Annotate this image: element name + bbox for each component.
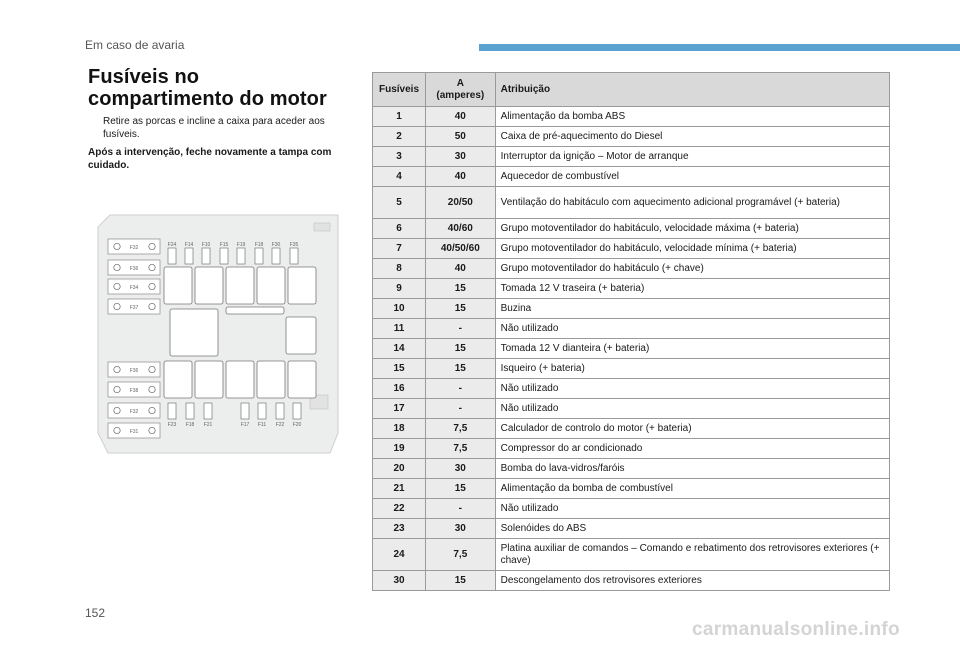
table-row [373,339,890,359]
mini-fuse [241,403,250,428]
fuse-assignment: Grupo motoventilador do habitáculo, velocidade mínima (+ bateria) [495,239,889,259]
fuse-number: 15 [373,359,426,379]
table-row [373,127,890,147]
fuse-label: F18 [185,422,195,428]
fuse-assignment: Buzina [495,299,889,319]
table-row [373,419,890,439]
mini-fuse [220,242,229,264]
table-row [373,299,890,319]
fuse-amperage: - [426,379,496,399]
fuse-assignment: Grupo motoventilador do habitáculo (+ chave) [495,259,889,279]
fuse-number: 8 [373,259,426,279]
table-row [373,167,890,187]
fuse-assignment: Interruptor da ignição – Motor de arranque [495,147,889,167]
fuse-label: F36 [129,368,139,374]
mini-fuse [186,403,195,428]
left-fuse-slot [108,423,160,438]
fuse-assignment: Bomba do lava-vidros/faróis [495,459,889,479]
fuse-assignment: Compressor do ar condicionado [495,439,889,459]
fuse-number: 7 [373,239,426,259]
table-row [373,239,890,259]
fuse-amperage: 40 [426,259,496,279]
table-row [373,379,890,399]
relay-block [288,361,316,398]
relay-block [164,361,192,398]
table-row [373,319,890,339]
table-row [373,459,890,479]
fuse-table-body [373,107,890,591]
header-fuses: Fusíveis [373,73,426,107]
fuse-assignment: Grupo motoventilador do habitáculo, velocidade máxima (+ bateria) [495,219,889,239]
fuse-number: 16 [373,379,426,399]
fuse-assignment: Solenóides do ABS [495,519,889,539]
fuse-label: F32 [129,409,139,415]
table-row [373,107,890,127]
header-assignment: Atribuição [495,73,889,107]
relay-block [226,307,284,314]
mini-fuse [168,403,177,428]
fuse-amperage: 40/50/60 [426,239,496,259]
fuse-number: 10 [373,299,426,319]
header-amperes: A (amperes) [426,73,496,107]
fuse-assignment: Não utilizado [495,399,889,419]
table-row [373,259,890,279]
page-number: 152 [85,606,106,620]
fuse-label: F23 [167,422,177,428]
fuse-assignment: Ventilação do habitáculo com aquecimento adicional programável (+ bateria) [495,187,889,219]
left-fuse-slot [108,382,160,397]
mini-fuse [202,242,211,264]
fuse-amperage: - [426,499,496,519]
fuse-amperage: 15 [426,299,496,319]
relay-block [257,361,285,398]
fuse-assignment: Platina auxiliar de comandos – Comando e rebatimento dos retrovisores exteriores (+ chave) [495,539,889,571]
after-intervention-note: Após a intervenção, feche novamente a tampa com cuidado. [88,147,332,171]
table-row [373,359,890,379]
mini-fuse [185,242,194,264]
table-row [373,499,890,519]
fuse-amperage: 30 [426,519,496,539]
fuse-label: F31 [129,429,139,435]
fuse-amperage: 30 [426,147,496,167]
fuse-label: F35 [289,242,299,248]
fuse-label: F22 [275,422,285,428]
mini-fuse [290,242,299,264]
fuse-number: 3 [373,147,426,167]
fuse-assignment: Não utilizado [495,319,889,339]
left-fuse-slot [108,260,160,275]
fuse-label: F38 [129,388,139,394]
mini-fuse [272,242,281,264]
fuse-number: 18 [373,419,426,439]
fuse-label: F34 [129,285,139,291]
fuse-label: F18 [254,242,264,248]
fuse-amperage: 30 [426,459,496,479]
fuse-number: 20 [373,459,426,479]
fuse-amperage: - [426,319,496,339]
relay-block [195,361,223,398]
fuse-number: 30 [373,571,426,591]
fuse-assignment: Aquecedor de combustível [495,167,889,187]
relay-block [257,267,285,304]
mini-fuse [255,242,264,264]
fuse-assignment: Tomada 12 V dianteira (+ bateria) [495,339,889,359]
relay-block [286,317,316,354]
fuse-amperage: 15 [426,571,496,591]
fuse-label: F14 [184,242,194,248]
fuse-label: F32 [129,245,139,251]
fuse-number: 5 [373,187,426,219]
relay-block [164,267,192,304]
fuse-label: F11 [257,422,267,428]
fuse-amperage: 40/60 [426,219,496,239]
fuse-assignment: Alimentação da bomba ABS [495,107,889,127]
fuse-amperage: 15 [426,279,496,299]
fuse-box-diagram [88,207,350,455]
relay-block [226,361,254,398]
fuse-label: F30 [271,242,281,248]
left-fuse-slot [108,403,160,418]
relay-block [195,267,223,304]
fuse-amperage: 7,5 [426,539,496,571]
mini-fuse [258,403,266,428]
relay-block [288,267,316,304]
housing-tab [314,223,330,231]
fuse-amperage: 40 [426,167,496,187]
page-title: Fusíveis no compartimento do motor [88,66,327,110]
mini-fuse [276,403,285,428]
fuse-number: 14 [373,339,426,359]
mini-fuse [237,242,246,264]
fuse-assignment: Não utilizado [495,499,889,519]
fuse-amperage: 50 [426,127,496,147]
instruction [88,115,348,141]
table-row [373,399,890,419]
fuse-assignment: Calculador de controlo do motor (+ bateria) [495,419,889,439]
fuse-amperage: - [426,399,496,419]
fuse-assignment: Descongelamento dos retrovisores exteriores [495,571,889,591]
table-row [373,571,890,591]
mini-fuse [168,242,177,264]
header-accent-bar [479,44,960,51]
fuse-amperage: 15 [426,339,496,359]
fuse-number: 21 [373,479,426,499]
fuse-label: F37 [129,305,139,311]
instruction-text: Retire as porcas e incline a caixa para aceder aos fusíveis. [103,116,325,140]
fuse-assignment: Tomada 12 V traseira (+ bateria) [495,279,889,299]
table-row [373,279,890,299]
fuse-number: 4 [373,167,426,187]
fuse-number: 24 [373,539,426,571]
fuse-number: 11 [373,319,426,339]
fuse-label: F19 [236,242,246,248]
mini-fuse [204,403,213,428]
table-row [373,539,890,571]
table-row [373,147,890,167]
section-title: Em caso de avaria [85,38,185,52]
table-row [373,439,890,459]
fuse-label: F17 [240,422,250,428]
fuse-amperage: 20/50 [426,187,496,219]
fuse-amperage: 15 [426,479,496,499]
fuse-assignment: Isqueiro (+ bateria) [495,359,889,379]
table-header-row [373,73,890,107]
relay-block [226,267,254,304]
fuse-label: F20 [292,422,302,428]
fuse-table [372,72,890,591]
fuse-label: F15 [219,242,229,248]
table-row [373,187,890,219]
fuse-number: 23 [373,519,426,539]
fuse-amperage: 7,5 [426,419,496,439]
fuse-assignment: Não utilizado [495,379,889,399]
fuse-label: F24 [167,242,177,248]
fuse-amperage: 15 [426,359,496,379]
fuse-number: 2 [373,127,426,147]
fuse-number: 1 [373,107,426,127]
fuse-label: F21 [203,422,213,428]
fuse-amperage: 40 [426,107,496,127]
fuse-assignment: Caixa de pré-aquecimento do Diesel [495,127,889,147]
fuse-assignment: Alimentação da bomba de combustível [495,479,889,499]
fuse-number: 9 [373,279,426,299]
left-fuse-slot [108,362,160,377]
left-fuse-slot [108,299,160,314]
left-fuse-slot [108,279,160,294]
fuse-label: F36 [129,266,139,272]
fuse-number: 22 [373,499,426,519]
relay-block [170,309,218,356]
fuse-number: 19 [373,439,426,459]
fuse-number: 6 [373,219,426,239]
table-row [373,219,890,239]
fuse-number: 17 [373,399,426,419]
left-fuse-slot [108,239,160,254]
fuse-amperage: 7,5 [426,439,496,459]
table-row [373,519,890,539]
fuse-label: F10 [201,242,211,248]
mini-fuse [293,403,302,428]
table-row [373,479,890,499]
watermark: carmanualsonline.info [692,619,900,640]
